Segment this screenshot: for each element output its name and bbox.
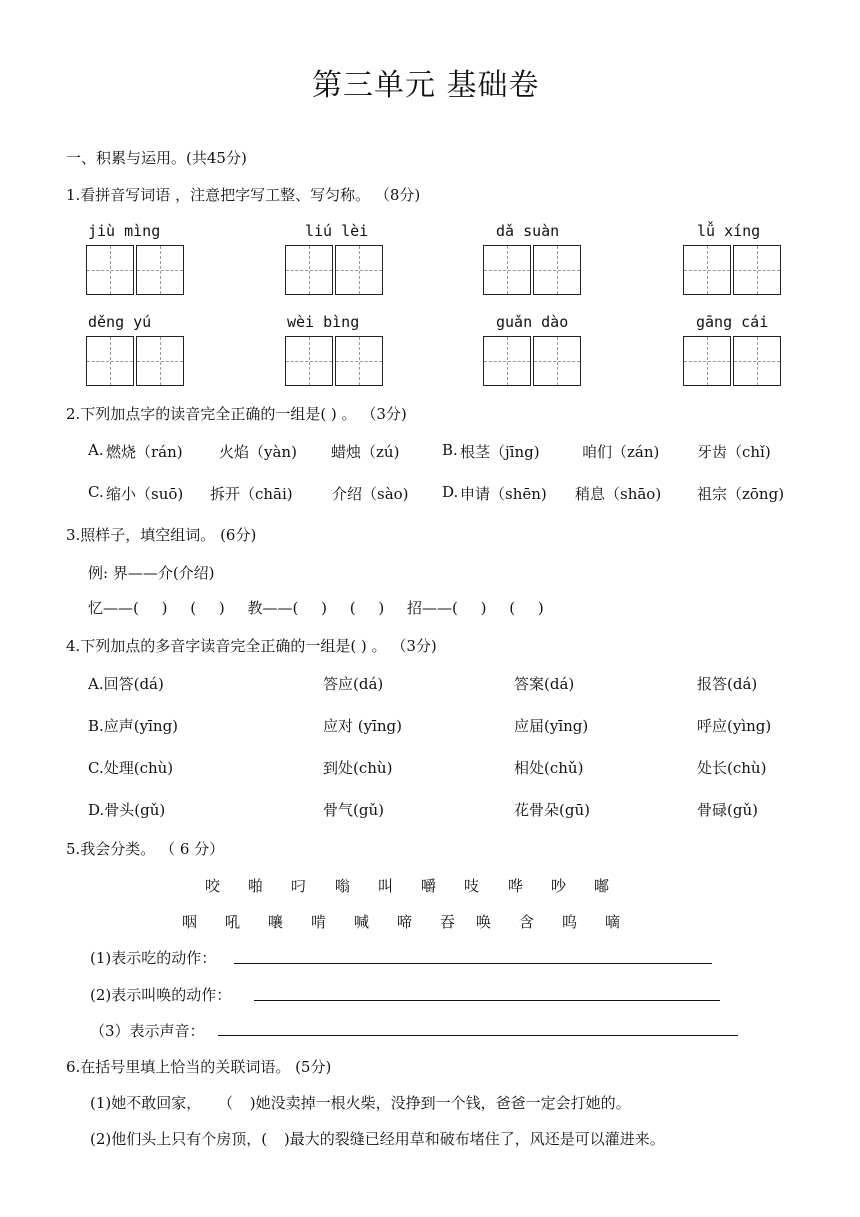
writing-cell[interactable] — [533, 245, 581, 295]
writing-cell[interactable] — [733, 245, 781, 295]
answer-line[interactable] — [234, 962, 712, 964]
writing-cell[interactable] — [285, 245, 333, 295]
writing-grid[interactable] — [285, 336, 385, 386]
writing-grid[interactable] — [683, 245, 783, 295]
pinyin-label: wèi bìng — [287, 313, 360, 331]
option-word: 答案(dá) — [514, 675, 575, 693]
answer-line[interactable] — [254, 999, 720, 1001]
pinyin-label: jiù mìng — [88, 222, 161, 240]
writing-cell[interactable] — [483, 336, 531, 386]
option-word: 处长(chù) — [697, 759, 767, 777]
option-word: 牙齿（chǐ) — [697, 443, 771, 461]
option-word: C.处理(chù) — [88, 759, 174, 777]
char: 嘟 — [594, 877, 610, 895]
option-item: B. — [442, 441, 458, 459]
writing-cell[interactable] — [285, 336, 333, 386]
answer-label: (2)表示叫唤的动作： — [90, 986, 232, 1004]
char: 吱 — [464, 877, 480, 895]
option-word: D.骨头(gǔ) — [88, 801, 166, 819]
option-word: 火焰（yàn) — [219, 443, 297, 461]
question-6-prompt: 6.在括号里填上恰当的关联词语。 (5分) — [66, 1058, 332, 1076]
char: 嚷 — [268, 913, 284, 931]
char: 呜 — [562, 913, 578, 931]
writing-cell[interactable] — [683, 336, 731, 386]
sentence-2[interactable]: (2)他们头上只有个房顶，( )最大的裂缝已经用草和破布堵住了，风还是可以灌进来。 — [90, 1130, 665, 1148]
writing-cell[interactable] — [86, 336, 134, 386]
section-heading: 一、积累与运用。(共45分) — [66, 149, 247, 167]
option-word: 祖宗（zōng) — [697, 485, 785, 503]
option-item: A. — [88, 441, 104, 459]
writing-cell[interactable] — [86, 245, 134, 295]
option-word: 骨气(gǔ) — [323, 801, 384, 819]
writing-cell[interactable] — [683, 245, 731, 295]
char: 啼 — [397, 913, 413, 931]
pinyin-label: lǚ xíng — [697, 222, 761, 240]
writing-cell[interactable] — [733, 336, 781, 386]
pinyin-label: dǎ suàn — [496, 222, 560, 240]
char: 叼 — [291, 877, 307, 895]
option-word: 呼应(yìng) — [697, 717, 772, 735]
option-word: 骨碌(gǔ) — [697, 801, 758, 819]
option-word: 答应(dá) — [323, 675, 384, 693]
option-word: 相处(chǔ) — [514, 759, 584, 777]
pinyin-label: guǎn dào — [496, 313, 569, 331]
question-5-prompt: 5.我会分类。 （ 6 分） — [66, 840, 225, 858]
option-word: 稍息（shāo) — [575, 485, 662, 503]
option-word: A.回答(dá) — [88, 675, 164, 693]
char: 咽 — [182, 913, 198, 931]
option-word: 应对 (yīng) — [323, 717, 403, 735]
char: 喊 — [354, 913, 370, 931]
pinyin-label: gāng cái — [696, 313, 769, 331]
char: 咬 — [205, 877, 221, 895]
option-word: 申请（shēn) — [460, 485, 547, 503]
option-word: 蜡烛（zú) — [331, 443, 400, 461]
char: 吼 — [225, 913, 241, 931]
option-word: 咱们（zán) — [582, 443, 660, 461]
example-text: 例: 界——介(介绍) — [88, 564, 215, 582]
option-word: 根茎（jīng) — [460, 443, 540, 461]
option-item: C. — [88, 483, 104, 501]
writing-cell[interactable] — [335, 245, 383, 295]
writing-grid[interactable] — [86, 245, 186, 295]
char: 啃 — [311, 913, 327, 931]
writing-cell[interactable] — [136, 336, 184, 386]
char: 嚼 — [421, 877, 437, 895]
answer-label: （3）表示声音： — [90, 1022, 205, 1040]
option-word: 报答(dá) — [697, 675, 758, 693]
writing-cell[interactable] — [335, 336, 383, 386]
char: 叫 — [378, 877, 394, 895]
writing-grid[interactable] — [483, 336, 583, 386]
option-word: 到处(chù) — [323, 759, 393, 777]
char: 啪 — [248, 877, 264, 895]
option-word: 拆开（chāi) — [210, 485, 293, 503]
option-word: 应届(yīng) — [514, 717, 589, 735]
answer-label: (1)表示吃的动作： — [90, 949, 217, 967]
question-1-prompt: 1.看拼音写词语 ，注意把字写工整、写匀称。 （8分) — [66, 186, 421, 204]
writing-grid[interactable] — [86, 336, 186, 386]
option-word: B.应声(yīng) — [88, 717, 179, 735]
question-4-prompt: 4.下列加点的多音字读音完全正确的一组是( ) 。 （3分) — [66, 637, 437, 655]
writing-cell[interactable] — [533, 336, 581, 386]
option-word: 燃烧（rán) — [106, 443, 183, 461]
writing-grid[interactable] — [285, 245, 385, 295]
char: 嘀 — [605, 913, 621, 931]
char: 嗡 — [335, 877, 351, 895]
option-word: 花骨朵(gū) — [514, 801, 590, 819]
writing-cell[interactable] — [136, 245, 184, 295]
writing-grid[interactable] — [683, 336, 783, 386]
char: 含 — [519, 913, 535, 931]
option-item: D. — [442, 483, 459, 501]
char: 唤 — [476, 913, 492, 931]
page-title: 第三单元 基础卷 — [312, 68, 540, 103]
question-2-prompt: 2.下列加点字的读音完全正确的一组是( ) 。 （3分) — [66, 405, 407, 423]
question-3-prompt: 3.照样子，填空组词。 (6分) — [66, 526, 257, 544]
char: 哗 — [508, 877, 524, 895]
char: 吵 — [551, 877, 567, 895]
pinyin-label: děng yú — [88, 313, 152, 331]
option-word: 缩小（suō) — [106, 485, 184, 503]
fill-blank-row[interactable]: 忆——( ) ( ) 教——( ) ( ) 招——( ) ( ) — [88, 599, 544, 617]
answer-line[interactable] — [218, 1034, 738, 1036]
sentence-1[interactable]: (1)她不敢回家， （ )她没卖掉一根火柴，没挣到一个钱，爸爸一定会打她的。 — [90, 1094, 631, 1112]
char: 吞 — [440, 913, 456, 931]
option-word: 介绍（sào) — [332, 485, 409, 503]
writing-cell[interactable] — [483, 245, 531, 295]
pinyin-label: liú lèi — [305, 222, 369, 240]
writing-grid[interactable] — [483, 245, 583, 295]
